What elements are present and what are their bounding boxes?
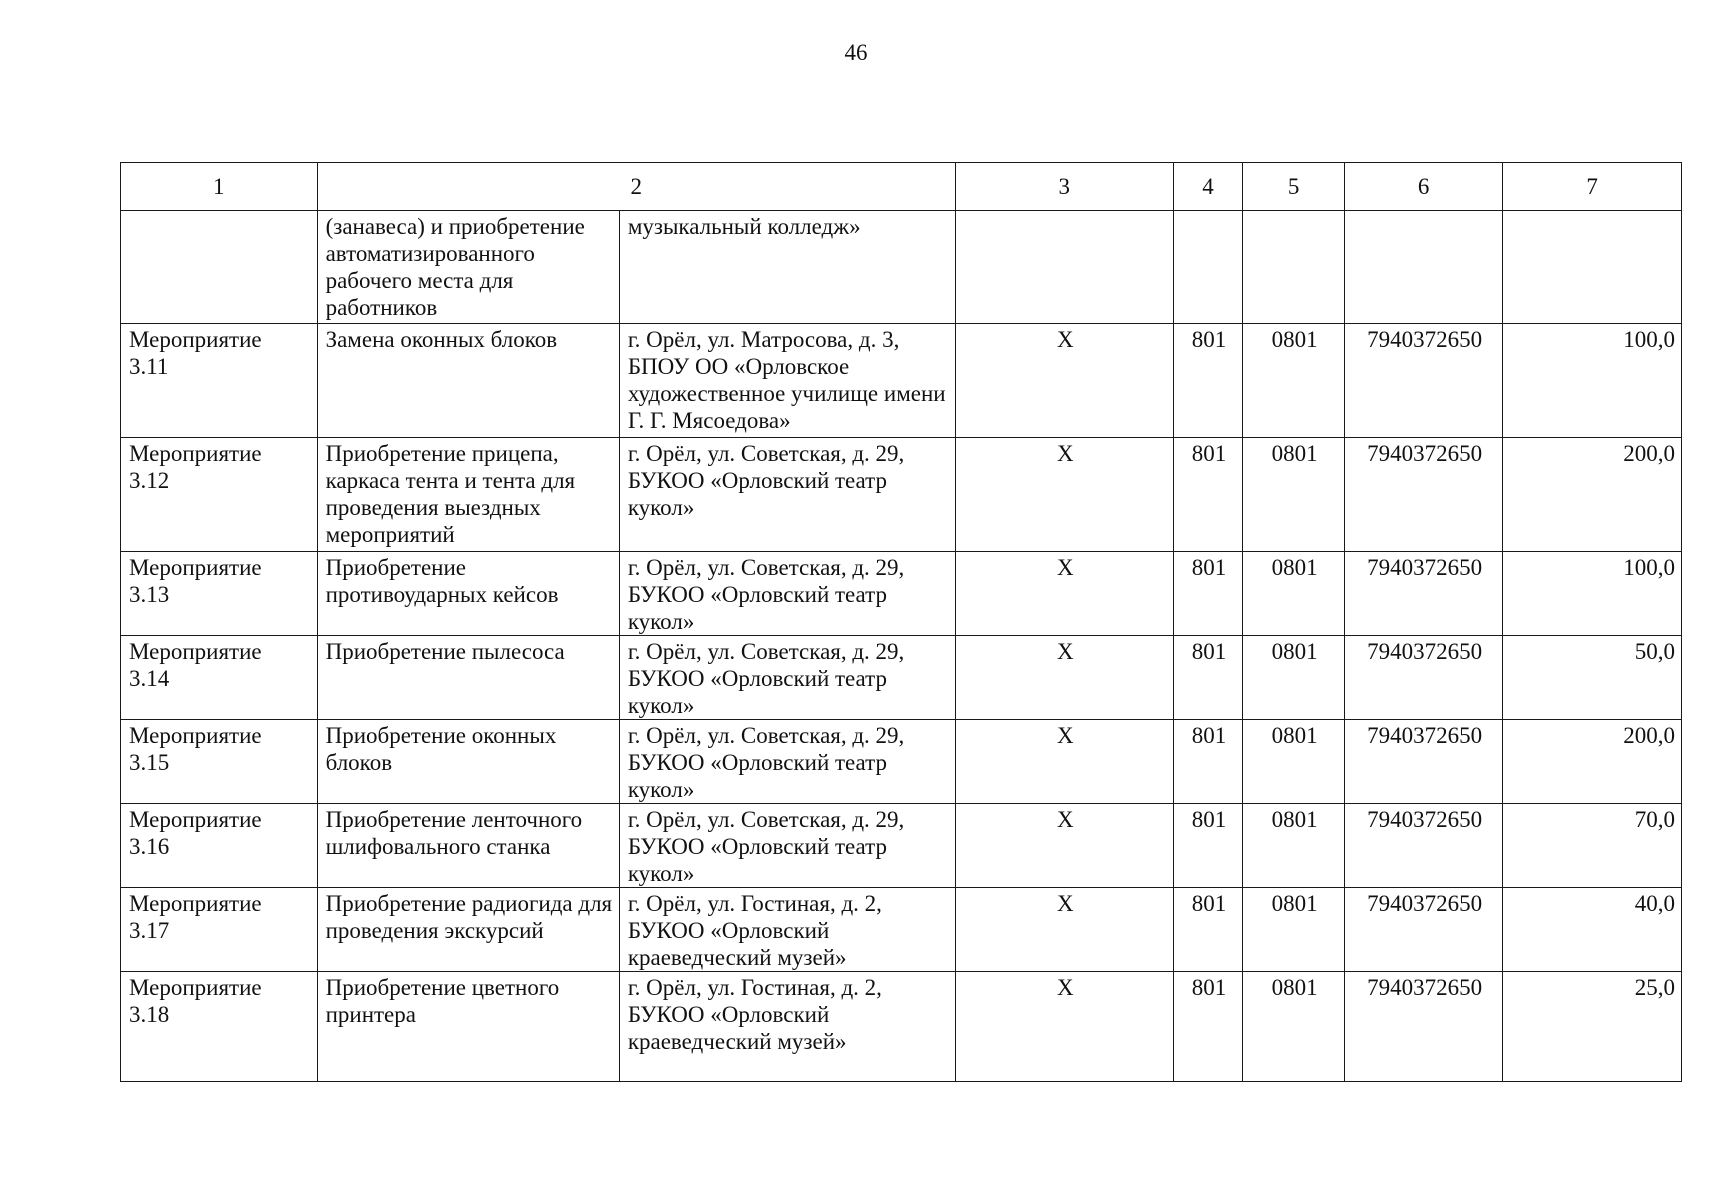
column-header-2: 2 <box>317 163 955 211</box>
table-header-row <box>121 163 1682 211</box>
cell-address: г. Орёл, ул. Советская, д. 29, БУКОО «Орловский театр кукол» <box>619 552 955 636</box>
event-label: Мероприятие <box>129 807 262 832</box>
cell-amount: 25,0 <box>1503 972 1682 1082</box>
cell-address: г. Орёл, ул. Советская, д. 29, БУКОО «Орловский театр кукол» <box>619 804 955 888</box>
event-number: 3.16 <box>129 834 170 859</box>
cell-event <box>121 552 318 636</box>
cell-amount: 70,0 <box>1503 804 1682 888</box>
cell-event <box>121 324 318 438</box>
event-label: Мероприятие <box>129 441 262 466</box>
cell-description: Приобретение ленточного шлифовального станка <box>317 804 619 888</box>
table-row <box>121 804 1682 888</box>
cell-amount: 100,0 <box>1503 324 1682 438</box>
cell-mark: Х <box>955 552 1173 636</box>
cell-description: Приобретение цветного принтера <box>317 972 619 1082</box>
table-row <box>121 324 1682 438</box>
table-row <box>121 972 1682 1082</box>
column-header-4: 4 <box>1173 163 1243 211</box>
cell-event <box>121 438 318 552</box>
event-number: 3.14 <box>129 666 170 691</box>
event-number: 3.18 <box>129 1002 170 1027</box>
column-header-6: 6 <box>1344 163 1503 211</box>
cell-address: г. Орёл, ул. Гостиная, д. 2, БУКОО «Орловский краеведческий музей» <box>619 972 955 1082</box>
cell-description: Замена оконных блоков <box>317 324 619 438</box>
cell-code-grbs: 801 <box>1173 438 1243 552</box>
column-header-7: 7 <box>1503 163 1682 211</box>
cell-code-grbs: 801 <box>1173 804 1243 888</box>
event-number: 3.15 <box>129 750 170 775</box>
cell-address: музыкальный колледж» <box>619 211 955 324</box>
cell-mark: Х <box>955 636 1173 720</box>
cell-code-section: 0801 <box>1243 720 1344 804</box>
table-row <box>121 720 1682 804</box>
cell-address: г. Орёл, ул. Советская, д. 29, БУКОО «Орловский театр кукол» <box>619 438 955 552</box>
cell-code-grbs: 801 <box>1173 972 1243 1082</box>
cell-event <box>121 211 318 324</box>
column-header-5: 5 <box>1243 163 1344 211</box>
cell-code-section: 0801 <box>1243 324 1344 438</box>
program-measures-table <box>120 162 1682 1082</box>
cell-mark: Х <box>955 720 1173 804</box>
table-row <box>121 888 1682 972</box>
cell-event <box>121 888 318 972</box>
event-label: Мероприятие <box>129 975 262 1000</box>
cell-code-section: 0801 <box>1243 888 1344 972</box>
cell-description: Приобретение противоударных кейсов <box>317 552 619 636</box>
cell-mark <box>955 211 1173 324</box>
cell-mark: Х <box>955 804 1173 888</box>
table-row-continuation <box>121 211 1682 324</box>
cell-description: Приобретение оконных блоков <box>317 720 619 804</box>
event-number: 3.11 <box>129 354 169 379</box>
event-number: 3.13 <box>129 582 170 607</box>
cell-description: Приобретение радиогида для проведения экскурсий <box>317 888 619 972</box>
cell-event <box>121 804 318 888</box>
table-row <box>121 552 1682 636</box>
cell-mark: Х <box>955 438 1173 552</box>
cell-code-target: 7940372650 <box>1344 804 1503 888</box>
cell-amount <box>1503 211 1682 324</box>
cell-code-grbs: 801 <box>1173 636 1243 720</box>
cell-code-target <box>1344 211 1503 324</box>
cell-amount: 100,0 <box>1503 552 1682 636</box>
cell-code-target: 7940372650 <box>1344 972 1503 1082</box>
cell-address: г. Орёл, ул. Советская, д. 29, БУКОО «Орловский театр кукол» <box>619 720 955 804</box>
cell-code-section: 0801 <box>1243 636 1344 720</box>
cell-code-section: 0801 <box>1243 552 1344 636</box>
cell-amount: 40,0 <box>1503 888 1682 972</box>
cell-description: Приобретение пылесоса <box>317 636 619 720</box>
event-label: Мероприятие <box>129 327 262 352</box>
event-label: Мероприятие <box>129 555 262 580</box>
table-row <box>121 438 1682 552</box>
cell-code-grbs: 801 <box>1173 720 1243 804</box>
cell-code-target: 7940372650 <box>1344 720 1503 804</box>
cell-amount: 200,0 <box>1503 438 1682 552</box>
event-number: 3.17 <box>129 918 170 943</box>
table-row <box>121 636 1682 720</box>
cell-mark: Х <box>955 324 1173 438</box>
cell-event <box>121 972 318 1082</box>
cell-event <box>121 720 318 804</box>
cell-code-section: 0801 <box>1243 972 1344 1082</box>
column-header-3: 3 <box>955 163 1173 211</box>
cell-code-target: 7940372650 <box>1344 552 1503 636</box>
cell-address: г. Орёл, ул. Советская, д. 29, БУКОО «Орловский театр кукол» <box>619 636 955 720</box>
cell-code-target: 7940372650 <box>1344 888 1503 972</box>
event-label: Мероприятие <box>129 639 262 664</box>
cell-event <box>121 636 318 720</box>
cell-code-target: 7940372650 <box>1344 324 1503 438</box>
cell-code-section <box>1243 211 1344 324</box>
cell-code-grbs <box>1173 211 1243 324</box>
cell-description: (занавеса) и приобретение автоматизированного рабочего места для работников <box>317 211 619 324</box>
cell-code-target: 7940372650 <box>1344 636 1503 720</box>
cell-mark: Х <box>955 888 1173 972</box>
event-label: Мероприятие <box>129 891 262 916</box>
cell-address: г. Орёл, ул. Гостиная, д. 2, БУКОО «Орловский краеведческий музей» <box>619 888 955 972</box>
cell-code-target: 7940372650 <box>1344 438 1503 552</box>
event-number: 3.12 <box>129 468 170 493</box>
page-number: 46 <box>844 40 868 65</box>
cell-code-section: 0801 <box>1243 804 1344 888</box>
event-label: Мероприятие <box>129 723 262 748</box>
cell-code-grbs: 801 <box>1173 324 1243 438</box>
cell-mark: Х <box>955 972 1173 1082</box>
cell-description: Приобретение прицепа, каркаса тента и тента для проведения выездных мероприятий <box>317 438 619 552</box>
cell-code-section: 0801 <box>1243 438 1344 552</box>
cell-amount: 50,0 <box>1503 636 1682 720</box>
cell-amount: 200,0 <box>1503 720 1682 804</box>
cell-code-grbs: 801 <box>1173 888 1243 972</box>
column-header-1: 1 <box>121 163 318 211</box>
cell-address: г. Орёл, ул. Матросова, д. 3, БПОУ ОО «Орловское художественное училище имени Г. Г. Мясоедова» <box>619 324 955 438</box>
cell-code-grbs: 801 <box>1173 552 1243 636</box>
